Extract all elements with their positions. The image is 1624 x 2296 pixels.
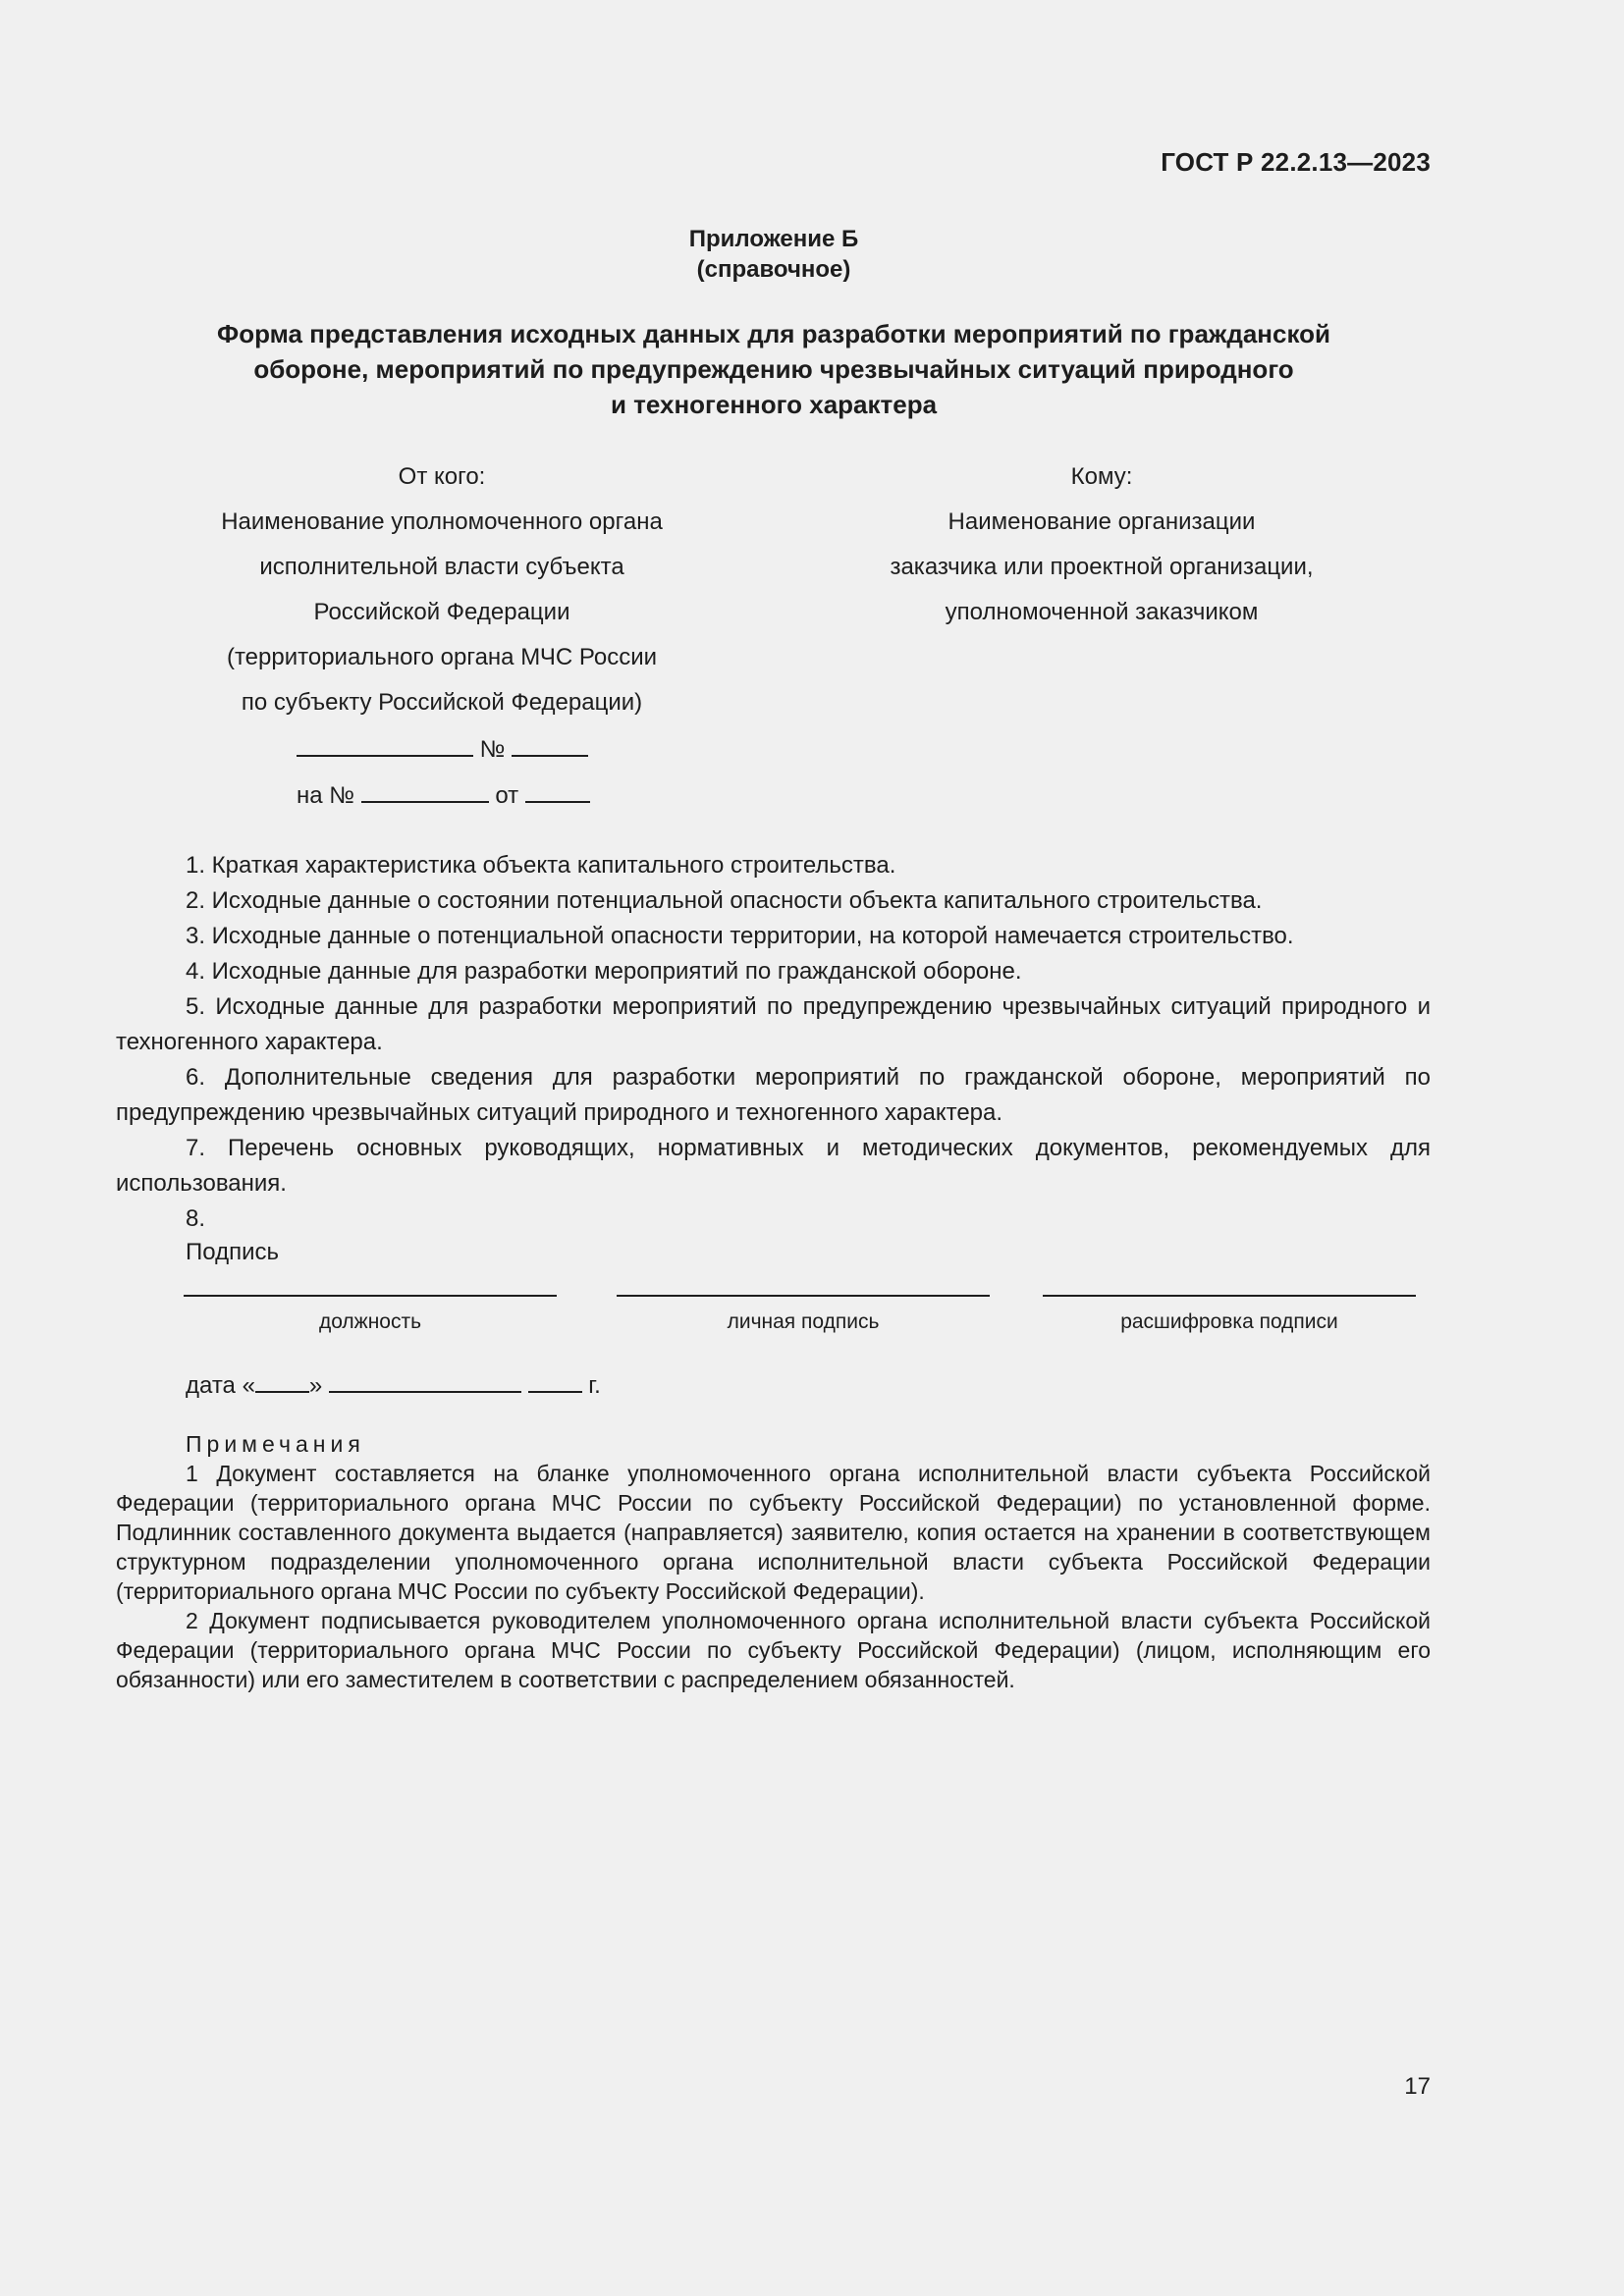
sender-block	[187, 454, 697, 725]
month-blank[interactable]	[329, 1369, 521, 1393]
reference-prefix: на №	[297, 782, 355, 809]
recipient-label: Кому:	[1070, 463, 1133, 490]
list-item: 5. Исходные данные для разработки мероприятий по предупреждению чрезвычайных ситуаций природного и техногенного характера.	[116, 993, 1431, 1055]
appendix-heading	[116, 224, 1432, 285]
form-title	[116, 316, 1432, 422]
list-item: 8.	[186, 1205, 206, 1232]
sender-line: по субъекту Российской Федерации)	[241, 689, 643, 716]
sender-line: (территориального органа МЧС России	[226, 644, 658, 670]
position-caption: должность	[318, 1310, 422, 1333]
form-title-line: Форма представления исходных данных для разработки мероприятий по гражданской	[217, 319, 1330, 348]
note-item: 1 Документ составляется на бланке уполномоченного органа исполнительной власти субъекта Российской Федерации (территориального органа МЧС России по субъекту Российской Федерации) по установленной форме. Подлинник составленного документа выдается (направляется) заявителю, копия остается на хранении в соответствующем структурном подразделении уполномоченного органа исполнительной власти субъекта Российской Федерации (территориального органа МЧС России по субъекту Российской Федерации).	[116, 1461, 1431, 1604]
position-signature-line[interactable]	[184, 1295, 557, 1297]
reference-date-blank[interactable]	[525, 779, 590, 803]
personal-signature-caption: личная подпись	[727, 1310, 880, 1333]
recipient-line: Наименование организации	[947, 508, 1256, 535]
note-item: 2 Документ подписывается руководителем уполномоченного органа исполнительной власти субъекта Российской Федерации (территориального органа МЧС России по субъекту Российской Федерации) (лицом, исполняющим его обязанности) или его заместителем в соответствии с распределением обязанностей.	[116, 1608, 1431, 1692]
signature-label: Подпись	[186, 1239, 279, 1265]
signature-decoding-line[interactable]	[1043, 1295, 1416, 1297]
list-item: 7. Перечень основных руководящих, нормативных и методических документов, рекомендуемых для использования.	[116, 1135, 1431, 1197]
form-title-line: обороне, мероприятий по предупреждению чрезвычайных ситуаций природного	[253, 354, 1294, 384]
reference-from: от	[495, 782, 519, 809]
list-item: 1. Краткая характеристика объекта капитального строительства.	[186, 852, 896, 879]
recipient-line: заказчика или проектной организации,	[890, 554, 1314, 580]
reference-number-line	[297, 779, 590, 810]
reference-number-blank[interactable]	[361, 779, 489, 803]
recipient-line: уполномоченной заказчиком	[945, 599, 1259, 625]
number-sign: №	[479, 736, 506, 763]
date-line	[186, 1369, 601, 1400]
appendix-title: Приложение Б	[688, 226, 859, 252]
sender-line: Российской Федерации	[313, 599, 570, 625]
day-blank[interactable]	[255, 1369, 309, 1393]
personal-signature-line[interactable]	[617, 1295, 990, 1297]
recipient-block	[846, 454, 1357, 635]
list-item: 6. Дополнительные сведения для разработки мероприятий по гражданской обороне, мероприятий по предупреждению чрезвычайных ситуаций природного и техногенного характера.	[116, 1064, 1431, 1126]
form-title-line: и техногенного характера	[610, 390, 938, 419]
date-close: »	[308, 1372, 323, 1399]
appendix-subtitle: (справочное)	[696, 256, 851, 283]
outgoing-date-blank[interactable]	[512, 733, 588, 757]
sender-label: От кого:	[398, 463, 486, 490]
list-item: 2. Исходные данные о состоянии потенциальной опасности объекта капитального строительства.	[186, 887, 1263, 914]
list-item: 4. Исходные данные для разработки мероприятий по гражданской обороне.	[186, 958, 1022, 985]
outgoing-number-blank[interactable]	[297, 733, 473, 757]
page-number: 17	[1404, 2073, 1431, 2100]
year-suffix: г.	[588, 1372, 601, 1399]
date-prefix: дата «	[186, 1372, 255, 1399]
items-list	[116, 848, 1431, 1237]
notes-section	[116, 1429, 1431, 1694]
standard-code: ГОСТ Р 22.2.13—2023	[1161, 147, 1431, 177]
sender-line: Наименование уполномоченного органа	[221, 508, 663, 535]
signature-decoding-caption: расшифровка подписи	[1120, 1310, 1338, 1333]
notes-heading: Примечания	[186, 1431, 365, 1457]
list-item: 3. Исходные данные о потенциальной опасности территории, на которой намечается строительство.	[186, 923, 1294, 949]
year-blank[interactable]	[528, 1369, 582, 1393]
sender-line: исполнительной власти субъекта	[259, 554, 624, 580]
outgoing-number-line	[297, 733, 588, 764]
